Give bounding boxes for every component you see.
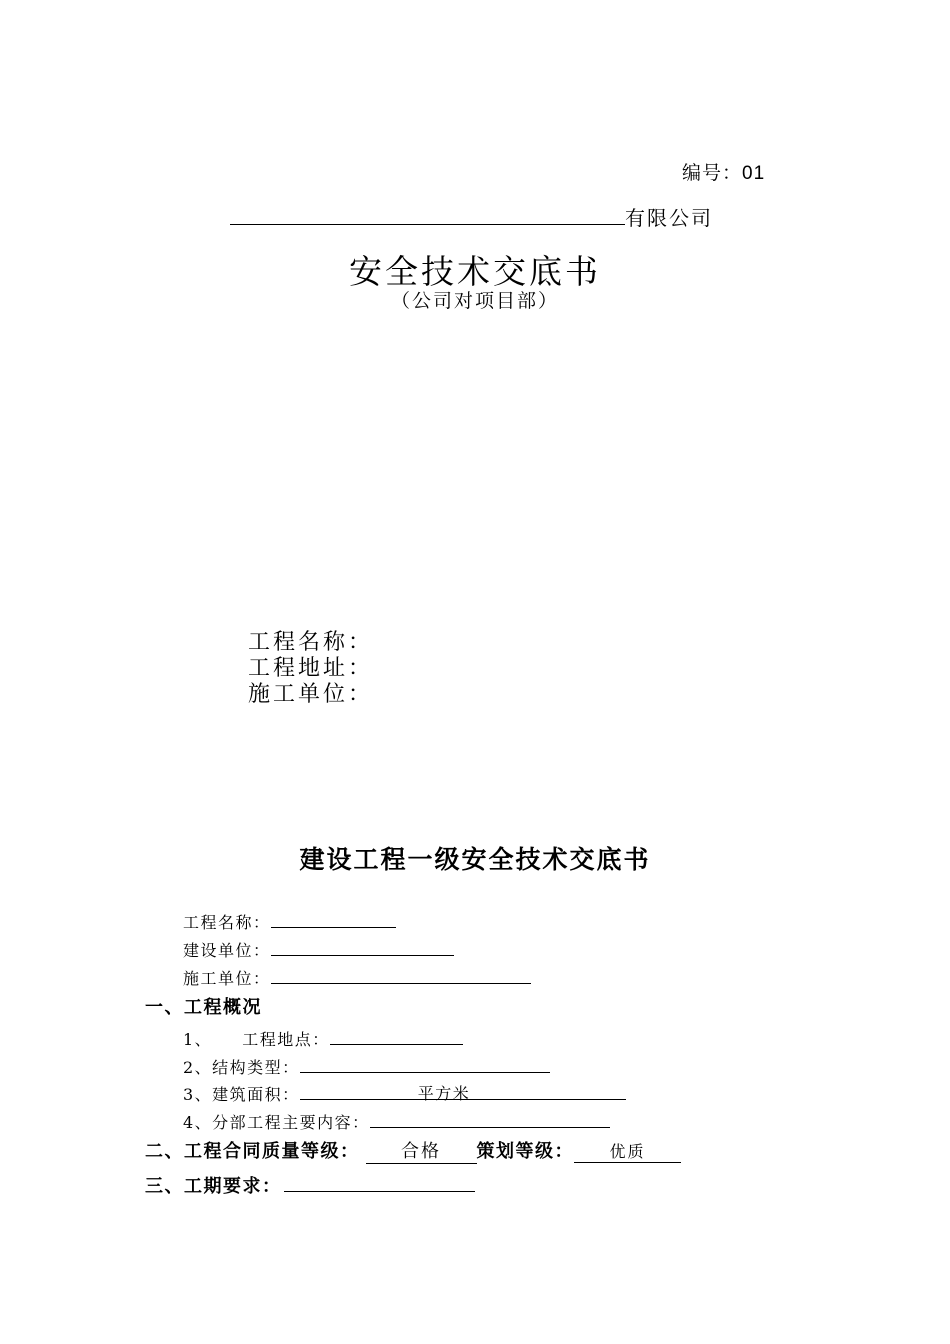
builder-blank[interactable] — [271, 938, 454, 956]
plan-label: 策划等级： — [476, 1141, 574, 1162]
plan-value[interactable]: 优质 — [574, 1139, 681, 1163]
cover-project-address-label: 工程地址： — [248, 656, 374, 681]
builder-field — [183, 938, 454, 961]
section1-heading: 一、工程概况 — [145, 997, 262, 1018]
serial-label: 编号： — [682, 162, 743, 184]
item3-unit: 平方米 — [417, 1084, 471, 1103]
item1-field — [183, 1027, 463, 1050]
quality-value[interactable]: 合格 — [366, 1137, 477, 1164]
item2-label: 2、结构类型： — [183, 1058, 300, 1077]
serial-value: 01 — [742, 163, 766, 184]
cover-project-name-label: 工程名称： — [248, 630, 374, 655]
item1-blank[interactable] — [330, 1027, 463, 1045]
contractor-blank[interactable] — [271, 966, 531, 984]
item3-label: 3、建筑面积： — [183, 1085, 300, 1104]
builder-label: 建设单位： — [183, 941, 271, 960]
company-name-blank[interactable] — [230, 200, 625, 225]
item4-field — [183, 1110, 610, 1133]
section2-line — [145, 1137, 681, 1164]
item3-field — [183, 1082, 626, 1105]
item1-num: 1、 — [183, 1030, 213, 1049]
item1-label: 工程地点： — [242, 1030, 330, 1049]
cover-title: 安全技术交底书 — [349, 252, 601, 291]
project-name-label: 工程名称： — [183, 913, 271, 932]
section3-heading: 三、工期要求： — [145, 1176, 282, 1197]
item2-field — [183, 1055, 550, 1078]
cover-subtitle: （公司对项目部） — [390, 290, 559, 312]
company-suffix: 有限公司 — [625, 206, 713, 230]
section3-line — [145, 1171, 475, 1198]
cover-contractor-label: 施工单位： — [248, 682, 374, 707]
item3-blank[interactable] — [300, 1082, 626, 1103]
serial-number — [682, 158, 765, 185]
item2-blank[interactable] — [300, 1055, 550, 1073]
company-line — [230, 200, 713, 231]
section2-heading: 二、工程合同质量等级： — [145, 1141, 360, 1162]
contractor-field — [183, 966, 531, 989]
schedule-blank[interactable] — [284, 1171, 475, 1192]
document-title: 建设工程一级安全技术交底书 — [299, 845, 651, 874]
item4-blank[interactable] — [370, 1110, 610, 1128]
project-name-field — [183, 910, 396, 933]
contractor-label: 施工单位： — [183, 969, 271, 988]
item4-label: 4、分部工程主要内容： — [183, 1113, 370, 1132]
project-name-blank[interactable] — [271, 910, 396, 928]
